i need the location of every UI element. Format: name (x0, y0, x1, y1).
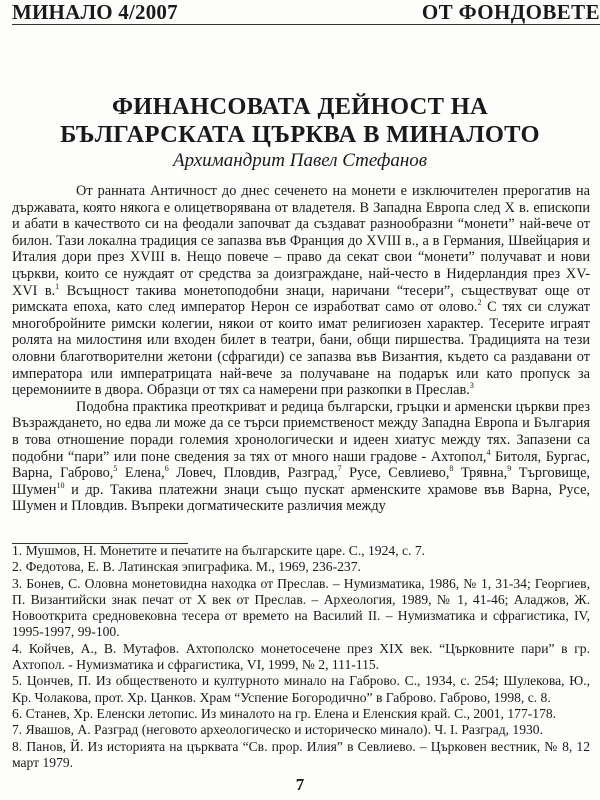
section-name: ОТ ФОНДОВЕТЕ (421, 0, 600, 24)
footnote-ref: 4 (486, 447, 491, 457)
running-header (12, 2, 600, 25)
footnote-ref: 9 (507, 464, 512, 474)
footnote-5: 5. Цончев, П. Из общественото и културното минало на Габрово. С., 1934, с. 254; Шулекова, Ю., Кр. Чолакова, прот. Хр. Цанков. Храм “Успение Богородично” в Габрово. Габрово, 1998, с. 8. (12, 673, 590, 705)
article-body (12, 183, 590, 515)
page-number: 7 (295, 775, 305, 794)
footnote-4: 4. Койчев, А., В. Мутафов. Ахтополско монетосечене през XIX век. “Църковните пари” в гр. Ахтопол. - Нумизматика и сфрагистика, VI, 1999, № 2, 111-115. (12, 640, 590, 673)
footnote-ref: 6 (164, 464, 169, 474)
paragraph-2: Подобна практика преоткриват и редица български, гръцки и арменски църкви през Възраждането, но едва ли може да се търси приемственост между Западна Европа и България в това отношение поради големия хронологически и идеен хиатус между тях. Запазени са подобни “пари” или поне сведения за тях от много наши градове - Ахтопол,$^4$ Битоля, Бургас, Варна, Габрово,$^5$ Елена,$^6$ Ловеч, Пловдив, Разград,$^7$ Русе, Севлиево,$^8$ Трявна,$^9$ Търговище, Шумен$^{10}$ и др. Такива платежни знаци също пускат арменските храмове във Варна, Русе, Шумен и Пловдив. Въпреки догматическите различия между (12, 398, 591, 515)
footnote-7: 7. Явашов, А. Разград (неговото археологическо и историческо минало). Ч. I. Разград, 1930. (12, 722, 543, 738)
footnote-8: 8. Панов, Й. Из историята на църквата “Св. прор. Илия” в Севлиево. – Църковен вестник, № 8, 12 март 1979. (12, 738, 590, 770)
title-line-1: ФИНАНСОВАТА ДЕЙНОСТ НА (111, 93, 489, 120)
footnote-3: 3. Бонев, С. Оловна монетовидна находка от Преслав. – Нумизматика, 1986, № 1, 31-34; Георгиев, П. Византийски знак печат от X век от Преслав. – Археология, 1989, № 1, 41-46; Аладжов, Ж. Новооткрита средновековна тесера от времето на Василий II. – Нумизматика и сфрагистика, IV, 1995-1997, 99-100. (12, 575, 590, 640)
footnote-ref: 7 (337, 464, 342, 474)
journal-issue: МИНАЛО 4/2007 (12, 0, 178, 24)
title-line-2: БЪЛГАРСКАТА ЦЪРКВА В МИНАЛОТО (60, 121, 540, 148)
footnote-ref: 8 (449, 464, 454, 474)
footnote-ref: 2 (477, 298, 482, 308)
footnote-ref: 1 (55, 281, 60, 291)
footnote-ref: 5 (113, 464, 118, 474)
footnote-1: 1. Мушмов, Н. Монетите и печатите на българските царе. С., 1924, с. 7. (12, 543, 426, 558)
footnote-2: 2. Федотова, Е. В. Латинская эпиграфика. М., 1969, 236-237. (12, 559, 361, 575)
article-title (0, 93, 600, 149)
footnote-ref: 3 (469, 381, 474, 391)
footnotes (12, 543, 590, 771)
article-author: Архимандрит Павел Стефанов (172, 150, 428, 171)
footnote-6: 6. Станев, Хр. Еленски летопис. Из миналото на гр. Елена и Еленския край. С., 2001, 177-178. (12, 705, 557, 721)
paragraph-1: От ранната Античност до днес сеченето на монети е изключителен прерогатив на държавата, която някога е олицетворявана от владетеля. В Западна Европа след X в. епископи и абати в качеството си на феодали започват да създават разнообразни “монети” най-вече от билон. Тази локална традиция се запазва във Франция до XVIII в., а в Германия, Швейцария и Италия дори през XVIII в. Нещо повече – право да секат свои “монети” получават и нови църкви, които се нуждаят от средства за доизграждане, най-често в Нидерландия през XV-XVI в.$^1$ Всъщност такива монетоподобни знаци, наричани “тесери”, съществуват още от римската епоха, като след император Нерон се изработват само от олово.$^2$ С тях си служат многобройните римски колегии, някои от които имат религиозен характер. Тесерите играят ролята на милостиня или входен билет в театри, бани, общи пиршества. Традицията на тези оловни благотворителни жетони (сфрагиди) се запазва във Византия, където са раздавани от императора или императрицата най-вече за получаване на подарък или като пропуск за церемониите в двора. Образци от тях са намерени при разкопки в Преслав.$^3$ (12, 183, 591, 399)
footnote-ref: 10 (56, 480, 65, 490)
